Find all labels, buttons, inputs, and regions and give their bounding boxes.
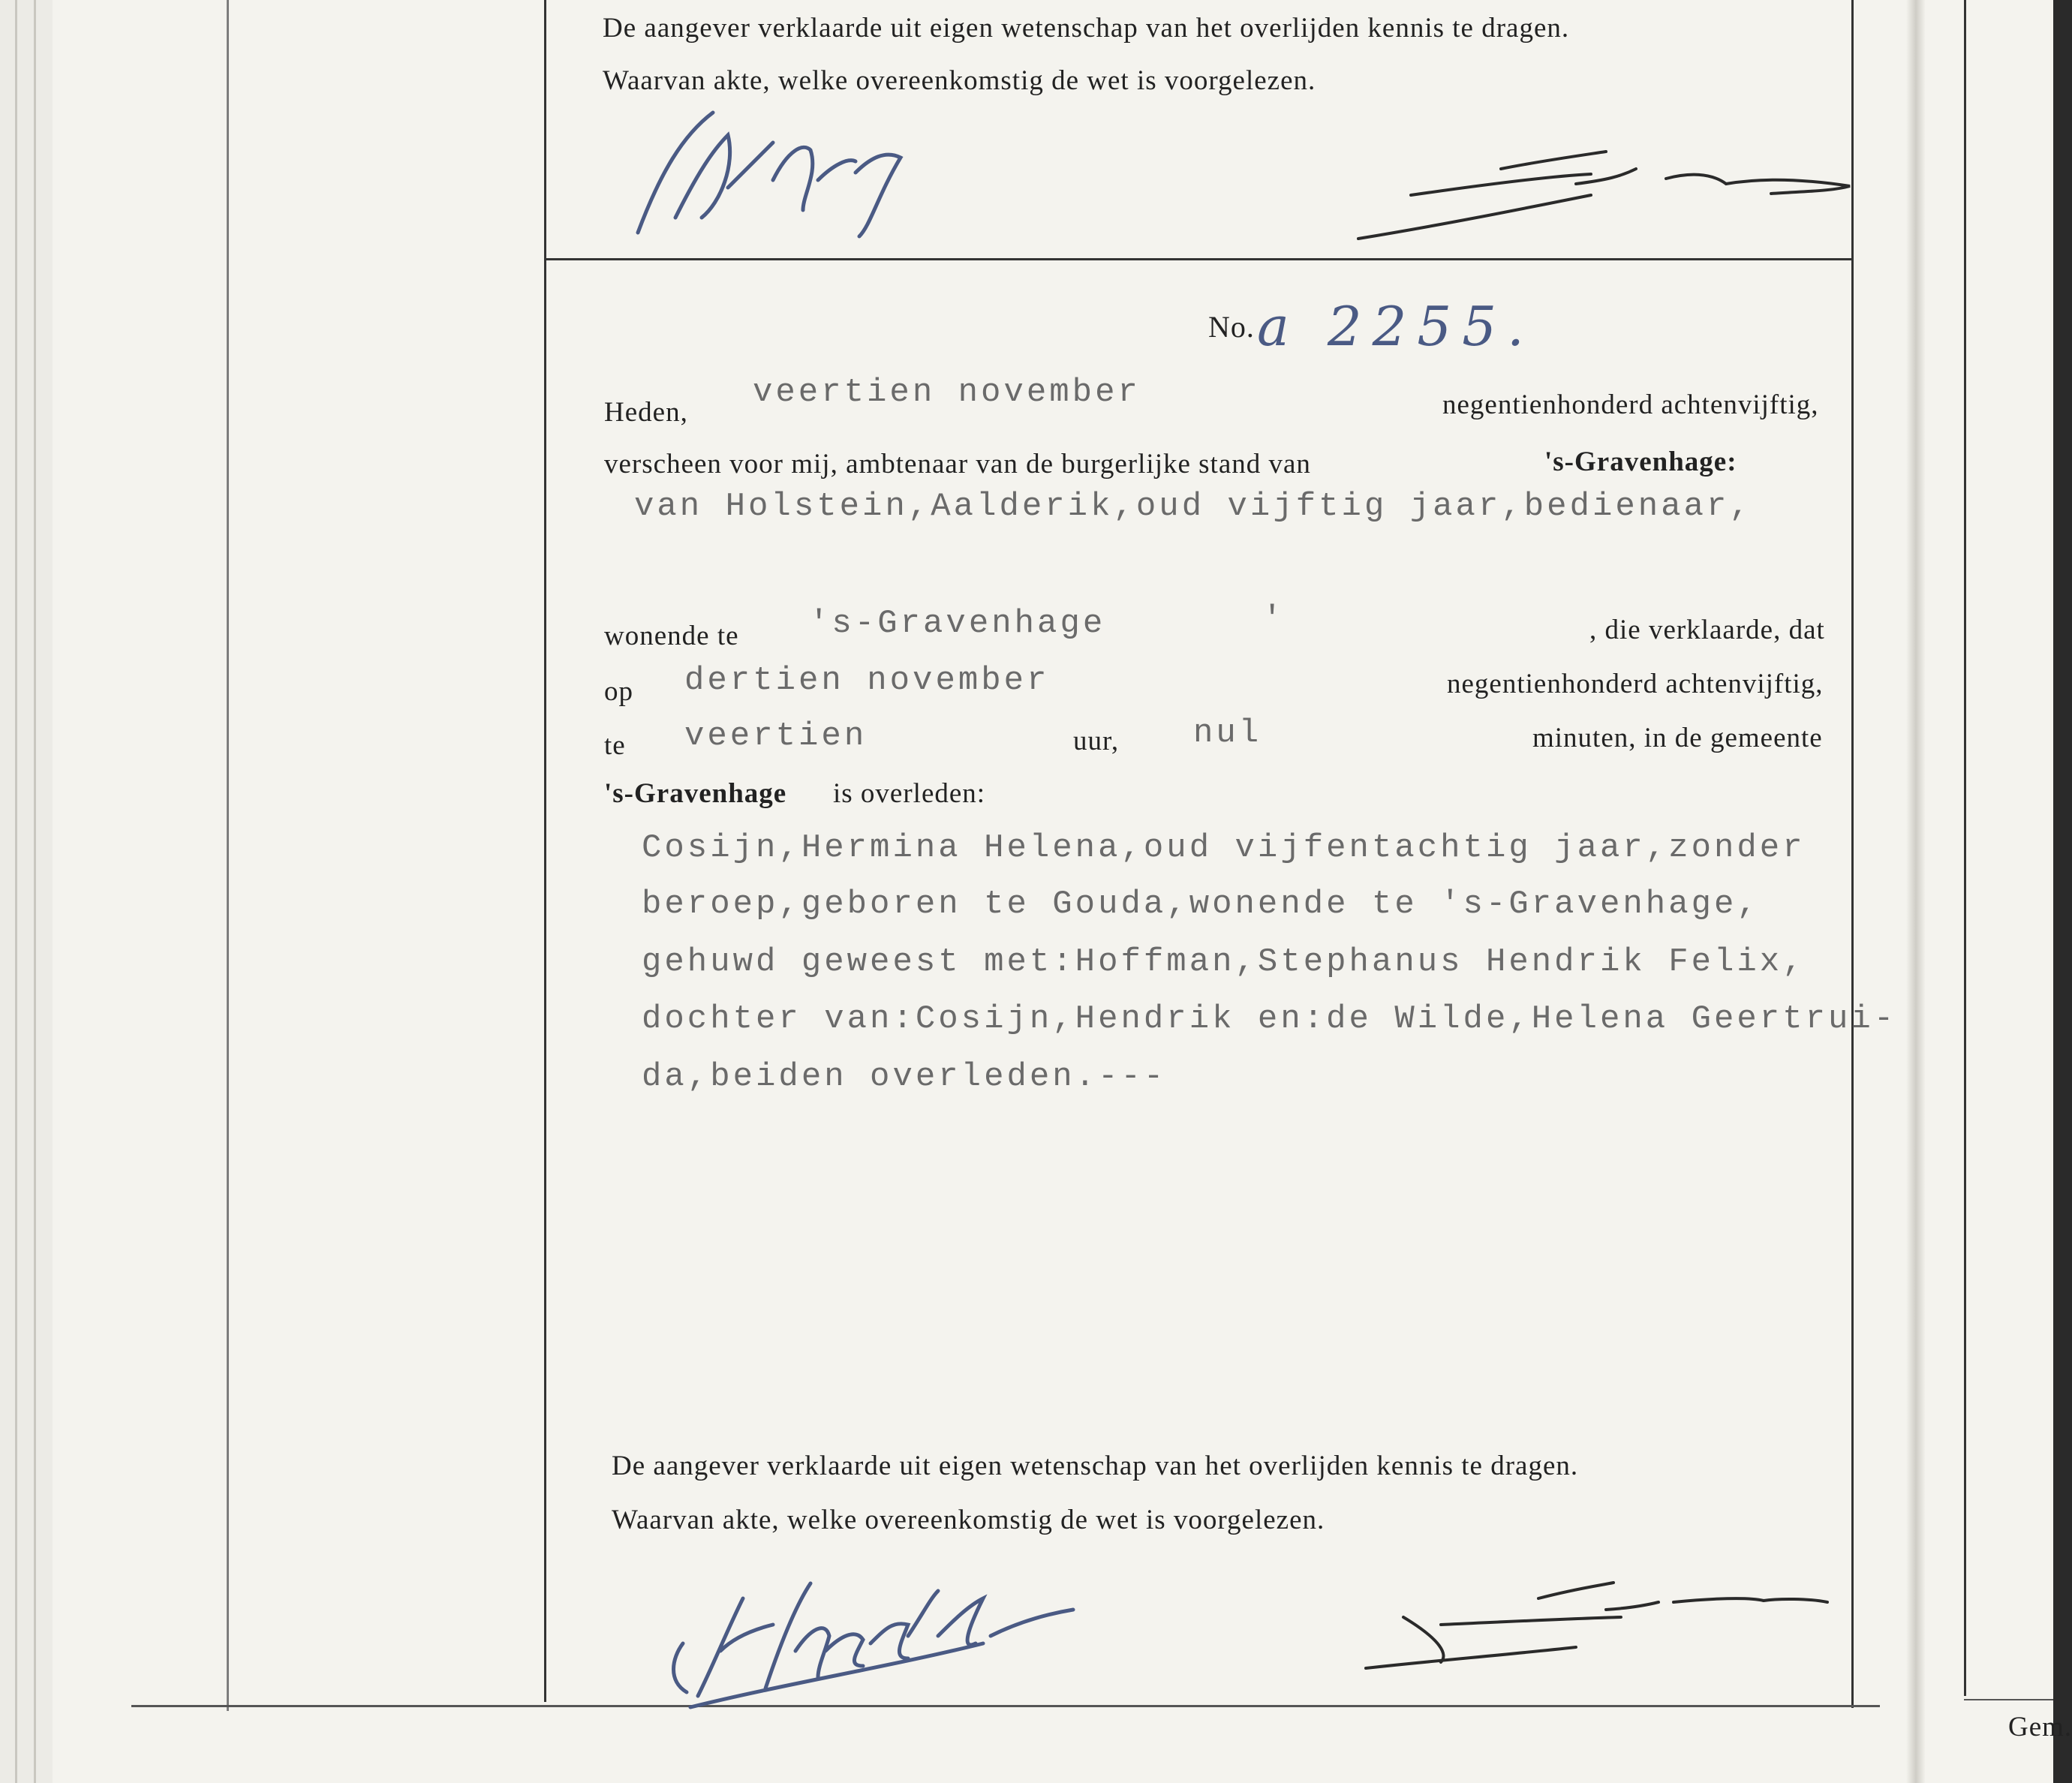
deceased-line: dochter van:Cosijn,Hendrik en:de Wilde,Helena Geertrui- bbox=[642, 1000, 1897, 1038]
municipality: 's-Gravenhage: bbox=[1544, 447, 1737, 477]
year-printed: negentienhonderd achtenvijftig, bbox=[1442, 389, 1819, 420]
closing-line-2: Waarvan akte, welke overeenkomstig de wet is voorgelezen. bbox=[603, 65, 1316, 96]
deceased-line: Cosijn,Hermina Helena,oud vijfentachtig jaar,zonder bbox=[642, 829, 1806, 867]
facing-page bbox=[1925, 0, 2053, 1783]
registrar-signature bbox=[1351, 143, 1876, 248]
declarant-signature bbox=[668, 1553, 1088, 1703]
die-verklaarde: , die verklaarde, dat bbox=[1589, 615, 1825, 645]
facing-page-footer: Gem. bbox=[2008, 1712, 2072, 1742]
minuten-label: minuten, in de gemeente bbox=[1532, 723, 1823, 753]
wonende-label: wonende te bbox=[604, 621, 739, 651]
book-gutter bbox=[1906, 0, 1926, 1783]
death-year-printed: negentienhonderd achtenvijftig, bbox=[1447, 669, 1824, 699]
heden-label: Heden, bbox=[604, 397, 688, 428]
residence-typed: 's-Gravenhage bbox=[809, 605, 1106, 642]
residence-quote: ' bbox=[1262, 600, 1286, 638]
deceased-line: gehuwd geweest met:Hoffman,Stephanus Hendrik Felix, bbox=[642, 943, 1806, 981]
declarant-typed: van Holstein,Aalderik,oud vijftig jaar,bedienaar, bbox=[634, 488, 1752, 525]
act-number: a 2255. bbox=[1257, 295, 1535, 358]
bottom-rule bbox=[131, 1705, 1880, 1707]
minute-typed: nul bbox=[1193, 714, 1262, 752]
column-rule bbox=[544, 0, 546, 1702]
deceased-line: da,beiden overleden.--- bbox=[642, 1058, 1167, 1096]
hour-typed: veertien bbox=[684, 717, 868, 755]
closing-line-1: De aangever verklaarde uit eigen wetenschap van het overlijden kennis te dragen. bbox=[603, 13, 1570, 44]
right-rule bbox=[1851, 0, 1854, 1708]
deceased-line: beroep,geboren te Gouda,wonende te 's-Gravenhage, bbox=[642, 885, 1760, 923]
verscheen-line: verscheen voor mij, ambtenaar van de burgerlijke stand van bbox=[604, 449, 1311, 480]
act-number-label: No. bbox=[1208, 310, 1255, 344]
te-label: te bbox=[604, 730, 626, 761]
op-label: op bbox=[604, 676, 633, 707]
closing-line-1: De aangever verklaarde uit eigen wetenschap van het overlijden kennis te dragen. bbox=[612, 1451, 1579, 1481]
closing-line-2: Waarvan akte, welke overeenkomstig de wet is voorgelezen. bbox=[612, 1505, 1325, 1535]
date-typed: veertien november bbox=[753, 374, 1141, 411]
overleden-label: is overleden: bbox=[833, 778, 986, 809]
registrar-signature bbox=[1358, 1572, 1854, 1677]
death-date-typed: dertien november bbox=[684, 662, 1050, 699]
overleden-place: 's-Gravenhage bbox=[604, 778, 787, 809]
act-separator bbox=[546, 258, 1851, 260]
declarant-signature bbox=[630, 105, 1036, 248]
margin-rule bbox=[227, 0, 229, 1711]
uur-label: uur, bbox=[1073, 726, 1120, 756]
